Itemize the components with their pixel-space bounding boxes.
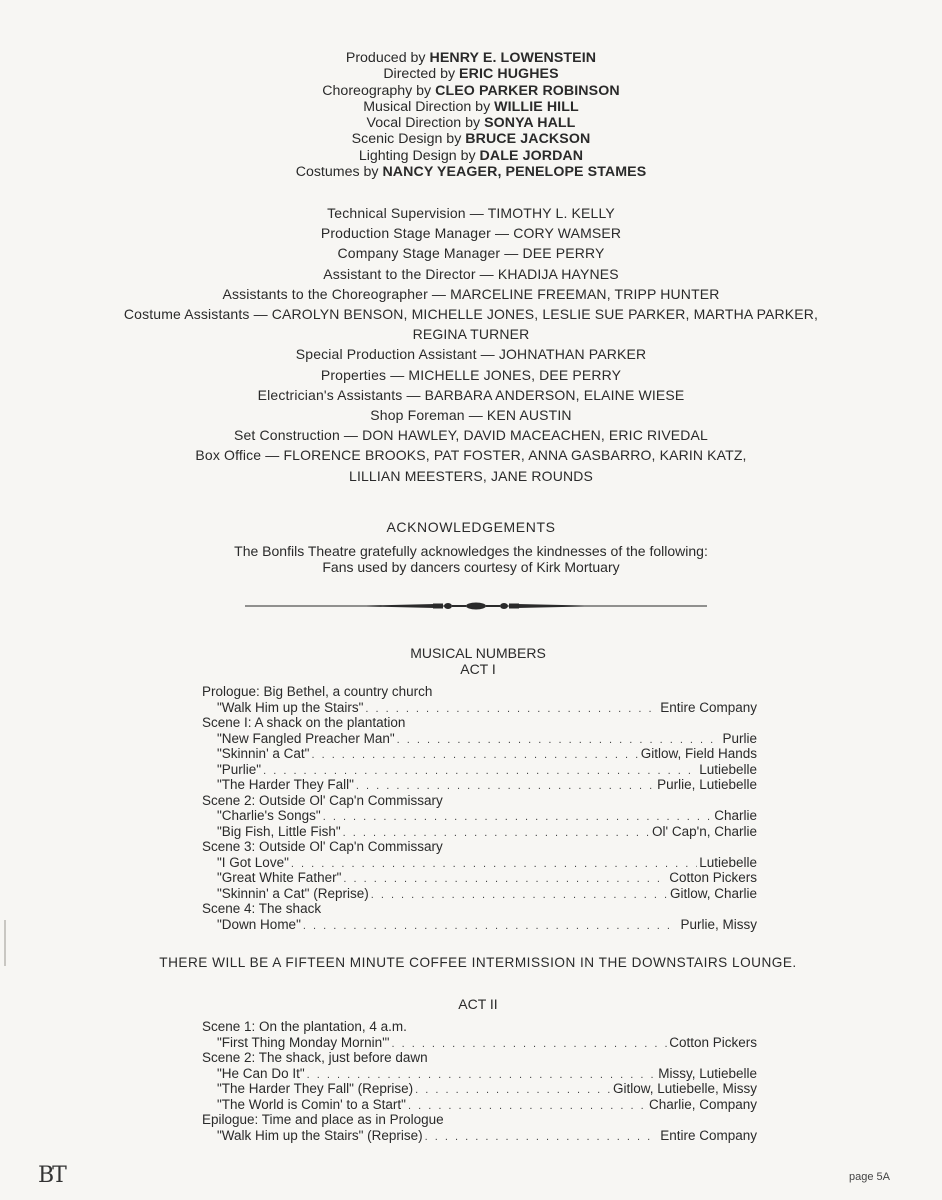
dot-leader: [371, 888, 668, 904]
song-performers: Ol' Cap'n, Charlie: [652, 823, 757, 839]
song-title: "Big Fish, Little Fish": [217, 823, 341, 839]
song-row: [202, 855, 757, 871]
song-performers: Lutiebelle: [699, 761, 757, 777]
scene-heading: Scene 2: Outside Ol' Cap'n Commissary: [202, 792, 443, 808]
credit-name: WILLIE HILL: [494, 98, 579, 115]
credit-name: SONYA HALL: [484, 115, 576, 132]
song-performers: Purlie, Missy: [680, 916, 757, 932]
song-title: "Great White Father": [217, 870, 342, 885]
song-performers: Charlie, Company: [648, 1096, 757, 1112]
song-title: "First Thing Monday Mornin'": [217, 1034, 390, 1050]
song-performers: Missy, Lutiebelle: [658, 1065, 757, 1081]
credit-role: Musical Direction by: [363, 98, 491, 115]
act1-list: [202, 684, 757, 932]
acknowledgements-heading: ACKNOWLEDGEMENTS: [386, 519, 556, 535]
credit-name: BRUCE JACKSON: [465, 131, 591, 148]
song-row: [202, 1066, 757, 1082]
scene-heading: Scene I: A shack on the plantation: [202, 715, 406, 730]
credit-line: [0, 99, 942, 115]
song-title: "New Fangled Preacher Man": [217, 730, 395, 746]
credit-role: Produced by: [345, 50, 426, 66]
credit-role: Choreography by: [322, 82, 432, 99]
bt-logo: BT: [38, 1163, 65, 1188]
crew-line: Electrician's Assistants — BARBARA ANDERSON, ELAINE WIESE: [257, 386, 685, 403]
song-title: "Purlie": [217, 761, 262, 777]
song-performers: Gitlow, Lutiebelle, Missy: [612, 1081, 757, 1096]
scene-heading: Scene 3: Outside Ol' Cap'n Commissary: [202, 839, 443, 854]
song-performers: Purlie, Lutiebelle: [657, 777, 757, 792]
crew-line: Assistant to the Director — KHADIJA HAYNES: [323, 265, 619, 282]
credit-role: Directed by: [383, 66, 456, 83]
song-title: "The Harder They Fall": [217, 777, 354, 792]
credit-role: Costumes by: [295, 164, 379, 181]
dot-leader: [425, 1130, 659, 1146]
credit-role: Vocal Direction by: [366, 115, 481, 132]
song-row: [202, 1128, 757, 1144]
dot-leader: [365, 702, 658, 718]
song-performers: Entire Company: [660, 1127, 757, 1143]
act2-heading: ACT II: [458, 996, 498, 1012]
song-row: [202, 917, 757, 933]
acknowledgements: [0, 519, 942, 576]
crew-line: Production Stage Manager — CORY WAMSER: [320, 225, 622, 242]
song-performers: Cotton Pickers: [669, 870, 757, 885]
song-performers: Purlie: [722, 730, 757, 746]
dot-leader: [408, 1099, 647, 1115]
musical-numbers-title: MUSICAL NUMBERS: [410, 645, 546, 661]
acknowledgements-line: Fans used by dancers courtesy of Kirk Mortuary: [322, 559, 620, 575]
musical-numbers-heading: [0, 645, 942, 677]
margin-mark: [4, 920, 6, 966]
crew-list: [0, 203, 942, 486]
credit-name: CLEO PARKER ROBINSON: [435, 82, 620, 99]
crew-line: Company Stage Manager — DEE PERRY: [337, 245, 605, 262]
song-title: "Charlie's Songs": [217, 808, 321, 823]
song-title: "Skinnin' a Cat": [217, 746, 310, 761]
crew-line: Costume Assistants — CAROLYN BENSON, MICHELLE JONES, LESLIE SUE PARKER, MARTHA PARKER,: [123, 306, 819, 323]
song-row: [202, 1097, 757, 1113]
crew-line: Properties — MICHELLE JONES, DEE PERRY: [320, 366, 622, 383]
song-title: "Walk Him up the Stairs": [217, 699, 364, 715]
credit-role: Scenic Design by: [351, 131, 462, 148]
crew-line: Assistants to the Choreographer — MARCELINE FREEMAN, TRIPP HUNTER: [222, 285, 720, 302]
song-performers: Cotton Pickers: [669, 1034, 757, 1050]
ornamental-divider: [245, 598, 707, 614]
song-row: [202, 746, 757, 762]
song-row: [202, 808, 757, 824]
song-performers: Charlie: [714, 808, 757, 823]
dot-leader: [291, 857, 697, 873]
dot-leader: [303, 919, 679, 935]
credit-name: ERIC HUGHES: [459, 66, 559, 83]
crew-line: Box Office — FLORENCE BROOKS, PAT FOSTER, ANNA GASBARRO, KARIN KATZ,: [195, 447, 747, 464]
song-row: [202, 1081, 757, 1097]
page-number: page 5A: [849, 1171, 890, 1183]
dot-leader: [311, 748, 638, 764]
crew-line: Shop Foreman — KEN AUSTIN: [370, 407, 572, 424]
dot-leader: [415, 1083, 611, 1099]
crew-line: Special Production Assistant — JOHNATHAN PARKER: [295, 346, 647, 363]
song-row: [202, 870, 757, 886]
dot-leader: [391, 1037, 667, 1053]
song-row: [202, 777, 757, 793]
production-credits: [0, 50, 942, 180]
song-title: "The Harder They Fall" (Reprise): [217, 1081, 414, 1096]
song-row: [202, 824, 757, 840]
song-title: "Walk Him up the Stairs" (Reprise): [217, 1127, 423, 1143]
song-row: [202, 1035, 757, 1051]
intermission-notice: THERE WILL BE A FIFTEEN MINUTE COFFEE INTERMISSION IN THE DOWNSTAIRS LOUNGE.: [159, 955, 797, 970]
scene-heading: Scene 2: The shack, just before dawn: [202, 1050, 428, 1065]
song-row: [202, 762, 757, 778]
song-row: [202, 700, 757, 716]
credit-name: NANCY YEAGER, PENELOPE STAMES: [382, 164, 647, 181]
credit-line: [0, 83, 942, 99]
crew-line: LILLIAN MEESTERS, JANE ROUNDS: [349, 467, 593, 484]
song-row: [202, 886, 757, 902]
crew-line: Set Construction — DON HAWLEY, DAVID MACEACHEN, ERIC RIVEDAL: [234, 427, 708, 444]
song-title: "Down Home": [217, 916, 301, 932]
credit-role: Lighting Design by: [358, 147, 476, 164]
song-performers: Gitlow, Charlie: [669, 885, 757, 901]
scene-heading: Scene 1: On the plantation, 4 a.m.: [202, 1019, 407, 1034]
song-performers: Gitlow, Field Hands: [640, 746, 757, 761]
song-title: "I Got Love": [217, 854, 289, 870]
credit-line: [0, 131, 942, 147]
song-title: "Skinnin' a Cat" (Reprise): [217, 885, 369, 901]
dot-leader: [343, 872, 667, 888]
act2-list: [202, 1019, 757, 1143]
acknowledgements-line: The Bonfils Theatre gratefully acknowledges the kindnesses of the following:: [234, 542, 708, 559]
credit-name: DALE JORDAN: [479, 147, 584, 164]
scene-heading: Prologue: Big Bethel, a country church: [202, 684, 433, 699]
crew-line: Technical Supervision — TIMOTHY L. KELLY: [327, 205, 615, 221]
scene-heading: Scene 4: The shack: [202, 901, 322, 916]
song-row: [202, 731, 757, 747]
credit-line: [0, 164, 942, 180]
song-title: "The World is Comin' to a Start": [217, 1096, 406, 1112]
credit-line: [0, 115, 942, 131]
credit-name: HENRY E. LOWENSTEIN: [429, 50, 597, 66]
scene-heading: Epilogue: Time and place as in Prologue: [202, 1112, 444, 1127]
song-performers: Entire Company: [660, 699, 757, 715]
act1-heading: ACT I: [460, 661, 496, 677]
crew-line: REGINA TURNER: [412, 326, 530, 343]
credit-line: [0, 148, 942, 164]
song-title: "He Can Do It": [217, 1065, 305, 1081]
credit-line: [0, 50, 942, 66]
song-performers: Lutiebelle: [699, 854, 757, 870]
credit-line: [0, 66, 942, 82]
